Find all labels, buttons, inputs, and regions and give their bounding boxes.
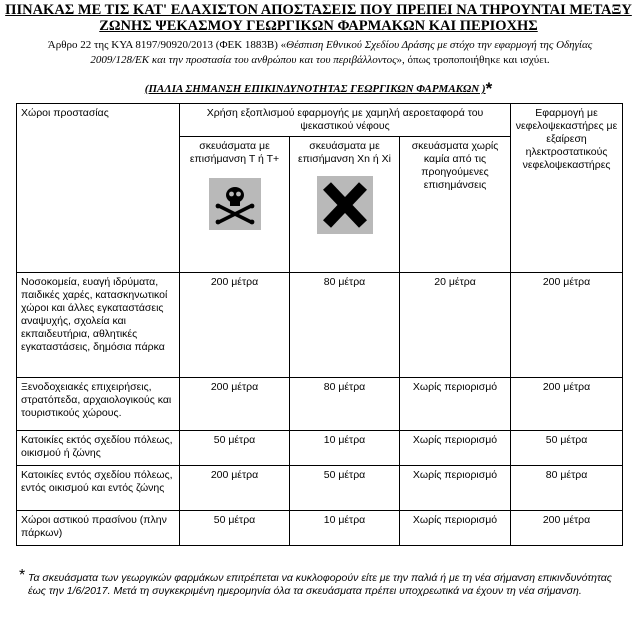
row-value-toxic: 200 μέτρα (180, 466, 290, 511)
labeling-note-star: * (485, 79, 493, 98)
row-value-harmful: 80 μέτρα (290, 378, 400, 431)
row-value-unlabeled: Χωρίς περιορισμό (400, 511, 511, 546)
row-area: Κατοικίες εντός σχεδίου πόλεως, εντός οικισμού και εντός ζώνης (17, 466, 180, 511)
footnote-text: Τα σκευάσματα των γεωργικών φαρμάκων επιτρέπεται να κυκλοφορούν είτε με την παλιά ή με τη νέα σήμανση επικινδυνότητας έως την 1/6/2017. Μετά τη συγκεκριμένη ημερομηνία όλα τα σκευάσματα πρέπει υποχρεωτικά να έχουν τη νέα σήμανση. (28, 572, 612, 597)
row-value-mist: 200 μέτρα (511, 511, 623, 546)
row-value-unlabeled: Χωρίς περιορισμό (400, 431, 511, 466)
row-area: Κατοικίες εκτός σχεδίου πόλεως, οικισμού ή ζώνης (17, 431, 180, 466)
subheader-toxic (180, 137, 290, 273)
row-area: Χώροι αστικού πρασίνου (πλην πάρκων) (17, 511, 180, 546)
reference-part-2: με στόχο την εφαρμογή της Οδηγίας 2009/128/ΕΚ και την προστασία του ανθρώπου και του περιβάλλοντος (90, 39, 593, 66)
row-value-harmful: 10 μέτρα (290, 511, 400, 546)
row-value-unlabeled: Χωρίς περιορισμό (400, 378, 511, 431)
table-row (17, 273, 623, 378)
x-cross-icon (317, 176, 373, 234)
page-title-line-2: ΖΩΝΗΣ ΨΕΚΑΣΜΟΥ ΓΕΩΡΓΙΚΩΝ ΦΑΡΜΑΚΩΝ ΚΑΙ ΠΕΡΙΟΧΗΣ (99, 18, 538, 34)
row-value-mist: 50 μέτρα (511, 431, 623, 466)
reference-part-1: Άρθρο 22 της ΚΥΑ 8197/90920/2013 (ΦΕΚ 1883Β) « (47, 39, 287, 51)
row-value-harmful: 10 μέτρα (290, 431, 400, 466)
row-value-toxic: 50 μέτρα (180, 431, 290, 466)
reference-italic-1: Θέσπιση Εθνικού Σχεδίου Δράσης (286, 39, 435, 51)
page-title-line-1: ΠΙΝΑΚΑΣ ΜΕ ΤΙΣ ΚΑΤ' ΕΛΑΧΙΣΤΟΝ ΑΠΟΣΤΑΣΕΙΣ ΠΟΥ ΠΡΕΠΕΙ ΝΑ ΤΗΡΟΥΝΤΑΙ ΜΕΤΑΞΥ (5, 2, 632, 18)
header-protection-areas: Χώροι προστασίας (17, 104, 180, 273)
table-row (17, 378, 623, 431)
row-value-toxic: 200 μέτρα (180, 378, 290, 431)
row-value-mist: 200 μέτρα (511, 273, 623, 378)
labeling-note (0, 79, 637, 98)
row-value-mist: 200 μέτρα (511, 378, 623, 431)
subheader-toxic-label: σκευάσματα με επισήμανση Τ ή Τ+ (189, 140, 280, 165)
row-area: Ξενοδοχειακές επιχειρήσεις, στρατόπεδα, αρχαιολογικούς και τουριστικούς χώρους. (17, 378, 180, 431)
distance-table (16, 103, 623, 546)
table-row (17, 431, 623, 466)
row-area: Νοσοκομεία, ευαγή ιδρύματα, παιδικές χαρές, κατασκηνωτικοί χώροι και άλλες εγκαταστάσεις αναψυχής, σχολεία και εκπαιδευτήρια, αθλητικές εγκαταστάσεις, δημόσια πάρκα (17, 273, 180, 378)
header-mist-blowers: Εφαρμογή με νεφελοψεκαστήρες με εξαίρεση ηλεκτροστατικούς νεφελοψεκαστήρες (511, 104, 623, 273)
subheader-harmful (290, 137, 400, 273)
footnote-star: * (19, 567, 26, 584)
table-row (17, 466, 623, 511)
row-value-toxic: 200 μέτρα (180, 273, 290, 378)
subheader-unlabeled: σκευάσματα χωρίς καμία από τις προηγούμενες επισημάνσεις (400, 137, 511, 273)
legal-reference (40, 38, 600, 68)
row-value-harmful: 50 μέτρα (290, 466, 400, 511)
labeling-note-text: (ΠΑΛΙΑ ΣΗΜΑΝΣΗ ΕΠΙΚΙΝΔΥΝΟΤΗΤΑΣ ΓΕΩΡΓΙΚΩΝ ΦΑΡΜΑΚΩΝ ) (144, 83, 486, 95)
row-value-mist: 80 μέτρα (511, 466, 623, 511)
table-row (17, 511, 623, 546)
subheader-harmful-label: σκευάσματα με επισήμανση Xn ή Xi (297, 140, 392, 165)
row-value-unlabeled: 20 μέτρα (400, 273, 511, 378)
skull-crossbones-icon (209, 178, 261, 230)
reference-part-3: », όπως τροποποιήθηκε και ισχύει. (396, 54, 550, 66)
table-header-row (17, 104, 623, 137)
row-value-toxic: 50 μέτρα (180, 511, 290, 546)
row-value-harmful: 80 μέτρα (290, 273, 400, 378)
footnote (19, 567, 628, 598)
row-value-unlabeled: Χωρίς περιορισμό (400, 466, 511, 511)
header-ground-equipment: Χρήση εξοπλισμού εφαρμογής με χαμηλή αεροεταφορά του ψεκαστικού νέφους (180, 104, 511, 137)
